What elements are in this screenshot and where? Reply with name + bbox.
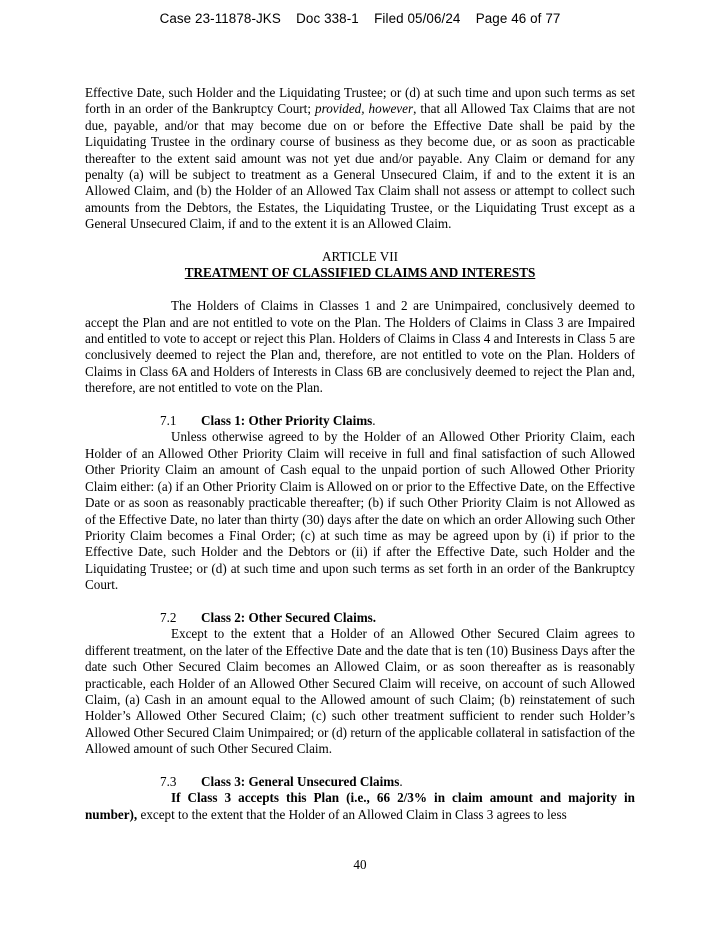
paragraph-class-summary: The Holders of Claims in Classes 1 and 2 are Unimpaired, conclusively deemed to accept the Plan and are not entitled to vote on the Plan. The Holders of Claims in Class 3 are Impaired and entitled to vote to accept or reject this Plan. Holders of Claims in Class 4 and Interests in Class 5 are conclusively deemed to reject the Plan and, therefore, are not entitled to vote on the Plan. Holders of Claims in Class 6A and Holders of Interests in Class 6B are conclusively deemed to reject the Plan and, therefore, are not entitled to vote on the Plan. [85,298,635,396]
page-number: 40 [353,857,367,872]
document-number: Doc 338-1 [296,11,359,26]
section-number: 7.3 [160,773,177,789]
section-number: 7.2 [160,609,177,625]
filing-header [0,11,720,26]
provided-however: provided, however [315,101,414,117]
paragraph-general-unsecured-claims: If Class 3 accepts this Plan (i.e., 66 2/3% in claim amount and majority in number), except to the extent that the Holder of an Allowed Claim in Class 3 agrees to less [85,790,635,822]
section-number: 7.1 [160,413,177,429]
paragraph-other-secured-claims: Except to the extent that a Holder of an Allowed Other Secured Claim agrees to different treatment, on the later of the Effective Date and the date that is ten (10) Business Days after the date such Other Secured Claim becomes an Allowed Claim, or as soon thereafter as is reasonably practicable, each Holder of an Allowed Other Secured Claim will receive, on account of such Allowed Claim, (a) Cash in an amount equal to the Allowed amount of such Claim; (b) reinstatement of such Holder’s Allowed Other Secured Claim; (c) such other treatment sufficient to render such Holder’s Allowed Other Secured Claim Unimpaired; or (d) return of the applicable collateral in satisfaction of the Allowed amount of such Other Secured Claim. [85,626,635,757]
filed-date: Filed 05/06/24 [374,11,461,26]
page-indicator: Page 46 of 77 [475,11,561,26]
case-number: Case 23-11878-JKS [159,11,281,26]
article-title: TREATMENT OF CLASSIFIED CLAIMS AND INTERESTS [184,265,536,281]
article-number: ARTICLE VII [322,249,398,265]
paragraph-tax-claims: Effective Date, such Holder and the Liquidating Trustee; or (d) at such time and upon such terms as set forth in an order of the Bankruptcy Court; provided, however, that all Allowed Tax Claims that are not due, payable, and/or that may become due on or before the Effective Date shall be paid by the Liquidating Trustee in the ordinary course of business as they become due, or as soon as practicable thereafter to the extent said amount was not yet due and/or payable. Any Claim or demand for any penalty (a) will be subject to treatment as a General Unsecured Claim, if and to the extent it is an Allowed Claim, and (b) the Holder of an Allowed Tax Claim shall not assess or attempt to collect such amounts from the Debtors, the Estates, the Liquidating Trustee, or the Liquidating Trust except as a General Unsecured Claim, if and to the extent it is an Allowed Claim. [85,85,635,232]
section-7-3-heading: 7.3 Class 3: General Unsecured Claims. [160,773,403,789]
document-page [85,85,635,823]
paragraph-other-priority-claims: Unless otherwise agreed to by the Holder of an Allowed Other Priority Claim, each Holder of an Allowed Other Priority Claim will receive in full and final satisfaction of such Allowed Other Priority Claim an amount of Cash equal to the unpaid portion of such Allowed Other Priority Claim either: (a) if an Other Priority Claim is Allowed on or prior to the Effective Date, on the Effective Date or as soon as reasonably practicable thereafter; (b) if such Other Priority Claim is not Allowed as of the Effective Date, no later than thirty (30) days after the date on which an order Allowing such Other Priority Claim becomes a Final Order; (c) at such time as may be agreed upon by (i) if prior to the Effective Date, such Holder and the Debtors or (ii) if after the Effective Date, such Holder and the Liquidating Trustee; or (d) at such time and upon such terms as set forth in an order of the Bankruptcy Court. [85,429,635,593]
section-title: Class 2: Other Secured Claims. [201,609,377,625]
section-7-2-heading [85,610,635,626]
section-title: Class 3: General Unsecured Claims [201,773,400,789]
section-7-1-heading: 7.1 Class 1: Other Priority Claims. [160,413,376,429]
section-title: Class 1: Other Priority Claims [201,413,373,429]
